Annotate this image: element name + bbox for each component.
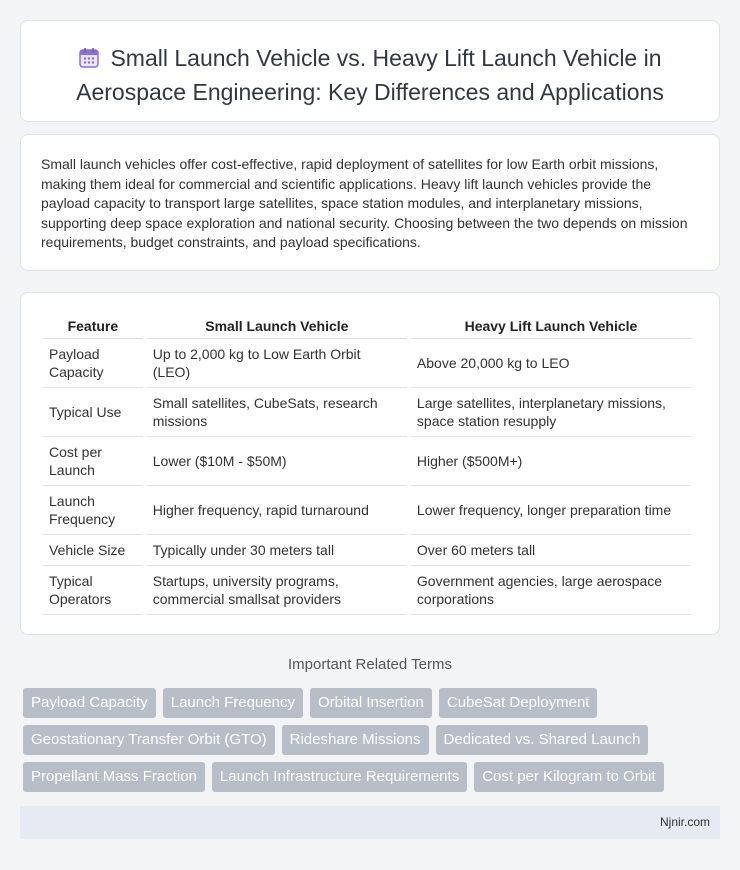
page-title-text: Small Launch Vehicle vs. Heavy Lift Launch Vehicle in Aerospace Engineering: Key Differences and Applications — [76, 45, 664, 105]
table-row — [43, 566, 691, 615]
column-header-heavy: Heavy Lift Launch Vehicle — [411, 311, 691, 339]
related-terms-list — [23, 688, 723, 792]
small-cell: Startups, university programs, commercial smallsat providers — [147, 566, 407, 615]
related-terms-heading: Important Related Terms — [288, 656, 452, 673]
column-header-feature: Feature — [43, 311, 143, 339]
heavy-cell: Higher ($500M+) — [411, 437, 691, 486]
feature-cell: Vehicle Size — [43, 535, 143, 566]
term-tag[interactable]: Launch Infrastructure Requirements — [212, 762, 467, 792]
comparison-table — [39, 311, 695, 615]
footer-site-link[interactable]: Njnir.com — [659, 815, 710, 829]
table-row — [43, 339, 691, 388]
heavy-cell: Above 20,000 kg to LEO — [411, 339, 691, 388]
feature-cell: Typical Use — [43, 388, 143, 437]
table-row — [43, 437, 691, 486]
term-tag[interactable]: Orbital Insertion — [310, 688, 432, 718]
term-tag[interactable]: Payload Capacity — [23, 688, 156, 718]
term-tag[interactable]: CubeSat Deployment — [439, 688, 598, 718]
heavy-cell: Large satellites, interplanetary missions, space station resupply — [411, 388, 691, 437]
term-tag[interactable]: Rideshare Missions — [282, 725, 429, 755]
title-card — [20, 20, 720, 122]
term-tag[interactable]: Geostationary Transfer Orbit (GTO) — [23, 725, 275, 755]
table-row — [43, 535, 691, 566]
feature-cell: Cost per Launch — [43, 437, 143, 486]
heavy-cell: Over 60 meters tall — [411, 535, 691, 566]
term-tag[interactable]: Launch Frequency — [163, 688, 303, 718]
heavy-cell: Lower frequency, longer preparation time — [411, 486, 691, 535]
feature-cell: Launch Frequency — [43, 486, 143, 535]
calendar-icon — [78, 46, 100, 77]
summary-text: Small launch vehicles offer cost-effective, rapid deployment of satellites for low Earth orbit missions, making them ideal for commercial and scientific applications. Heavy lift launch vehicles provide the payload capacity to transport large satellites, space station modules, and interplanetary missions, supporting deep space exploration and national security. Choosing between the two depends on mission requirements, budget constraints, and payload specifications. — [41, 156, 688, 250]
small-cell: Up to 2,000 kg to Low Earth Orbit (LEO) — [147, 339, 407, 388]
column-header-small: Small Launch Vehicle — [147, 311, 407, 339]
small-cell: Higher frequency, rapid turnaround — [147, 486, 407, 535]
heavy-cell: Government agencies, large aerospace corporations — [411, 566, 691, 615]
comparison-table-card — [20, 292, 720, 635]
small-cell: Typically under 30 meters tall — [147, 535, 407, 566]
term-tag[interactable]: Propellant Mass Fraction — [23, 762, 205, 792]
table-row — [43, 388, 691, 437]
table-row — [43, 486, 691, 535]
table-header-row — [43, 311, 691, 339]
term-tag[interactable]: Dedicated vs. Shared Launch — [436, 725, 649, 755]
feature-cell: Typical Operators — [43, 566, 143, 615]
small-cell: Small satellites, CubeSats, research missions — [147, 388, 407, 437]
footer — [20, 806, 720, 839]
summary-card — [20, 134, 720, 271]
feature-cell: Payload Capacity — [43, 339, 143, 388]
page-title — [51, 43, 689, 108]
small-cell: Lower ($10M - $50M) — [147, 437, 407, 486]
term-tag[interactable]: Cost per Kilogram to Orbit — [474, 762, 663, 792]
